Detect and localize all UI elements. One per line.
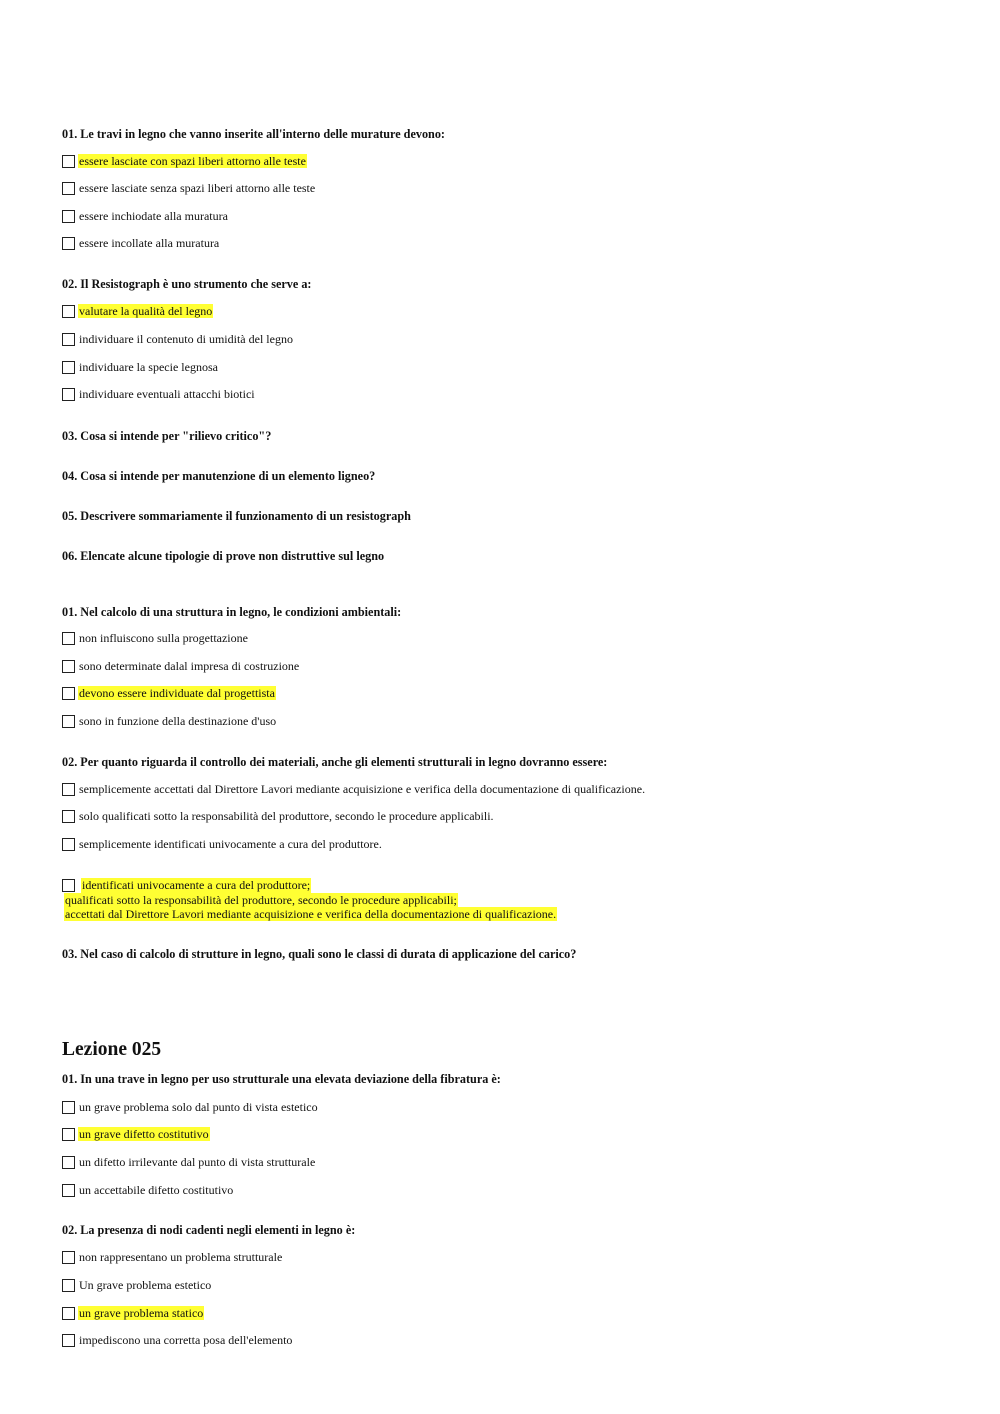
lesson-heading: Lezione 025 [62, 1039, 162, 1060]
answer-option[interactable] [62, 153, 307, 169]
answer-option[interactable] [62, 208, 229, 224]
answer-option-label: solo qualificati sotto la responsabilità del produttore, secondo le procedure applicabili. [79, 809, 494, 823]
answer-option-label: individuare la specie legnosa [79, 360, 218, 374]
answer-option[interactable] [62, 303, 213, 319]
answer-option-label: un accettabile difetto costitutivo [79, 1183, 234, 1197]
answer-option[interactable] [62, 836, 383, 852]
answer-option[interactable] [62, 658, 300, 674]
answer-option[interactable] [62, 781, 646, 797]
question-title: 01. Le travi in legno che vanno inserite all'interno delle murature devono: [62, 127, 445, 141]
checkbox[interactable] [62, 1184, 75, 1197]
question-title: 02. Per quanto riguarda il controllo dei materiali, anche gli elementi strutturali in legno dovranno essere: [62, 755, 608, 769]
checkbox[interactable] [62, 783, 75, 796]
question-title: 04. Cosa si intende per manutenzione di un elemento ligneo? [62, 469, 376, 483]
answer-option-line: accettati dal Direttore Lavori mediante acquisizione e verifica della documentazione di qualificazione. [65, 907, 557, 921]
answer-option-label: essere lasciate senza spazi liberi attorno alle teste [79, 181, 316, 195]
answer-option-label: non influiscono sulla progettazione [79, 631, 248, 645]
answer-option[interactable] [62, 359, 219, 375]
answer-option-label: individuare eventuali attacchi biotici [79, 387, 255, 401]
answer-option-label: semplicemente identificati univocamente a cura del produttore. [79, 837, 382, 851]
question-title: 01. In una trave in legno per uso strutturale una elevata deviazione della fibratura è: [62, 1072, 501, 1086]
checkbox[interactable] [62, 1307, 75, 1320]
answer-option[interactable] [62, 1126, 210, 1142]
answer-option-label: impediscono una corretta posa dell'elemento [79, 1333, 293, 1347]
question-title: 01. Nel calcolo di una struttura in legno, le condizioni ambientali: [62, 605, 402, 619]
answer-option[interactable] [62, 1305, 204, 1321]
question-title: 06. Elencate alcune tipologie di prove non distruttive sul legno [62, 549, 385, 563]
checkbox[interactable] [62, 1128, 75, 1141]
answer-option-label: un difetto irrilevante dal punto di vista strutturale [79, 1155, 316, 1169]
answer-option-multiline[interactable] [62, 878, 557, 922]
answer-option[interactable] [62, 386, 256, 402]
answer-option[interactable] [62, 1332, 293, 1348]
question-title: 03. Cosa si intende per "rilievo critico"? [62, 429, 272, 443]
answer-option[interactable] [62, 1249, 283, 1265]
answer-option-label: essere inchiodate alla muratura [79, 209, 228, 223]
checkbox[interactable] [62, 660, 75, 673]
answer-option-label-highlighted: essere lasciate con spazi liberi attorno alle teste [79, 154, 306, 168]
answer-option[interactable] [62, 1154, 316, 1170]
answer-option[interactable] [62, 808, 495, 824]
answer-option-label: essere incollate alla muratura [79, 236, 220, 250]
answer-option[interactable] [62, 685, 276, 701]
checkbox[interactable] [62, 810, 75, 823]
answer-option-label-highlighted: un grave difetto costitutivo [79, 1127, 209, 1141]
answer-option[interactable] [62, 235, 220, 251]
answer-option[interactable] [62, 630, 249, 646]
answer-option-label-highlighted: valutare la qualità del legno [79, 304, 213, 318]
checkbox[interactable] [62, 237, 75, 250]
checkbox[interactable] [62, 632, 75, 645]
checkbox[interactable] [62, 687, 75, 700]
answer-option-line: identificati univocamente a cura del produttore; [82, 878, 311, 892]
checkbox[interactable] [62, 361, 75, 374]
answer-option[interactable] [62, 180, 316, 196]
question-title: 02. La presenza di nodi cadenti negli elementi in legno è: [62, 1223, 356, 1237]
answer-option[interactable] [62, 331, 294, 347]
checkbox[interactable] [62, 1156, 75, 1169]
checkbox[interactable] [62, 182, 75, 195]
checkbox[interactable] [62, 388, 75, 401]
checkbox[interactable] [62, 1251, 75, 1264]
answer-option-label: sono in funzione della destinazione d'uso [79, 714, 277, 728]
answer-option-label-highlighted: un grave problema statico [79, 1306, 204, 1320]
answer-option-label: un grave problema solo dal punto di vista estetico [79, 1100, 318, 1114]
answer-option-label: Un grave problema estetico [79, 1278, 212, 1292]
question-title: 03. Nel caso di calcolo di strutture in legno, quali sono le classi di durata di applicazione del carico? [62, 947, 577, 961]
checkbox[interactable] [62, 210, 75, 223]
checkbox[interactable] [62, 155, 75, 168]
answer-option-line: qualificati sotto la responsabilità del produttore, secondo le procedure applicabili; [65, 892, 457, 907]
checkbox[interactable] [62, 305, 75, 318]
answer-option[interactable] [62, 1099, 319, 1115]
answer-option-label: individuare il contenuto di umidità del legno [79, 332, 293, 346]
answer-option[interactable] [62, 713, 277, 729]
answer-option-label: sono determinate dalal impresa di costruzione [79, 659, 300, 673]
question-title: 02. Il Resistograph è uno strumento che serve a: [62, 277, 312, 291]
answer-option-label-highlighted: devono essere individuate dal progettista [79, 686, 275, 700]
checkbox[interactable] [62, 1334, 75, 1347]
answer-option[interactable] [62, 1277, 212, 1293]
checkbox[interactable] [62, 715, 75, 728]
checkbox[interactable] [62, 1279, 75, 1292]
checkbox[interactable] [62, 1101, 75, 1114]
checkbox[interactable] [62, 838, 75, 851]
checkbox[interactable] [62, 333, 75, 346]
checkbox[interactable] [62, 879, 75, 892]
question-title: 05. Descrivere sommariamente il funzionamento di un resistograph [62, 509, 411, 523]
answer-option-label: non rappresentano un problema strutturale [79, 1250, 283, 1264]
answer-option-label: semplicemente accettati dal Direttore Lavori mediante acquisizione e verifica della documentazione di qualificazione. [79, 782, 646, 796]
answer-option[interactable] [62, 1182, 234, 1198]
